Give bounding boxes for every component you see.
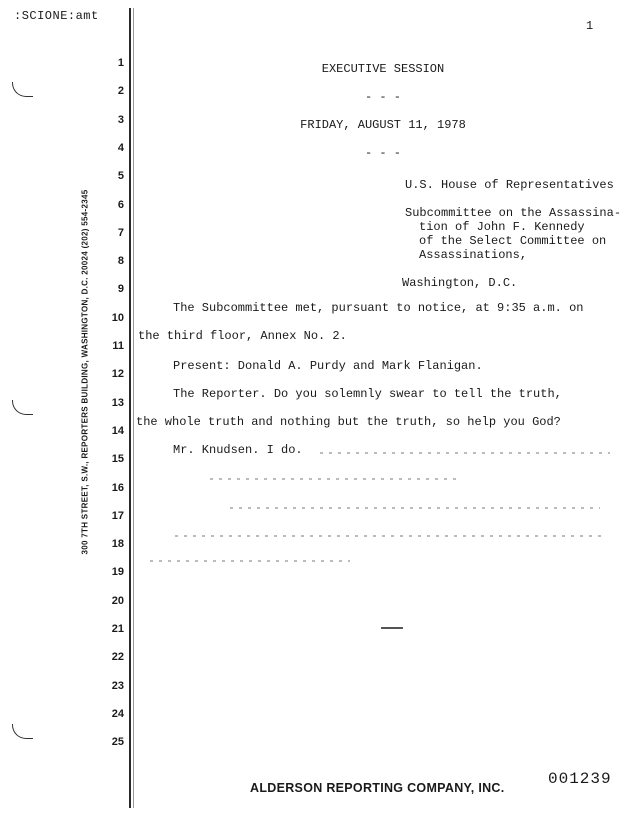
subcommittee-line: tion of John F. Kennedy: [419, 220, 585, 234]
line-number: 15: [111, 453, 124, 466]
subcommittee-line: Assassinations,: [419, 248, 528, 262]
punch-hole-mark: [12, 400, 33, 415]
line-number: 11: [112, 340, 124, 352]
line-number: 14: [111, 424, 124, 437]
present-text: Present: Donald A. Purdy and Mark Flanigan.: [173, 359, 483, 373]
oath-text: The Reporter. Do you solemnly swear to tell the truth,: [173, 387, 562, 401]
line-number: 25: [111, 736, 124, 749]
faded-text-mark: [320, 452, 610, 454]
line-number: 22: [111, 651, 124, 664]
line-number: 9: [117, 283, 124, 296]
line-number: 21: [111, 623, 124, 635]
separator: - - -: [364, 90, 401, 104]
stray-mark: [381, 627, 403, 629]
line-number: 2: [117, 85, 124, 98]
oath-text: the whole truth and nothing but the truth, so help you God?: [136, 415, 561, 429]
margin-rule-inner: [133, 8, 134, 808]
reporter-address: 300 7TH STREET, S.W., REPORTERS BUILDING, WASHINGTON, D.C. 20024 (202) 554-2345: [80, 189, 90, 555]
line-number: 5: [117, 170, 124, 183]
faded-text-mark: [150, 560, 350, 562]
session-date: FRIDAY, AUGUST 11, 1978: [300, 118, 466, 132]
faded-text-mark: [175, 535, 605, 537]
line-number: 24: [111, 707, 124, 720]
page-number: 1: [586, 19, 594, 33]
meeting-text: the third floor, Annex No. 2.: [138, 329, 347, 343]
reporting-company: ALDERSON REPORTING COMPANY, INC.: [250, 781, 505, 795]
line-number: 20: [111, 594, 124, 607]
punch-hole-mark: [12, 724, 33, 739]
line-number: 3: [117, 113, 124, 126]
line-number: 10: [111, 311, 124, 324]
subcommittee-line: of the Select Committee on: [419, 234, 607, 248]
faded-text-mark: [230, 507, 600, 509]
line-number: 16: [111, 481, 124, 494]
document-number: 001239: [548, 770, 612, 788]
session-title: EXECUTIVE SESSION: [321, 62, 445, 76]
location: Washington, D.C.: [402, 276, 518, 290]
line-number: 1: [117, 57, 124, 69]
line-number: 8: [117, 255, 124, 268]
line-number: 6: [117, 198, 124, 211]
line-number: 17: [111, 509, 124, 522]
reporter-code: :SCIONE:amt: [14, 9, 99, 23]
subcommittee-line: Subcommittee on the Assassina-: [405, 206, 622, 220]
line-number: 23: [111, 679, 124, 692]
line-number: 4: [117, 141, 124, 154]
separator: - - -: [364, 146, 401, 160]
line-number: 7: [117, 226, 124, 239]
line-number: 13: [111, 396, 124, 409]
faded-text-mark: [210, 478, 460, 480]
punch-hole-mark: [12, 82, 33, 97]
line-number: 12: [111, 368, 124, 381]
margin-rule: [129, 8, 131, 808]
meeting-text: The Subcommittee met, pursuant to notice, at 9:35 a.m. on: [173, 301, 584, 315]
answer-text: Mr. Knudsen. I do.: [173, 443, 303, 457]
house-name: U.S. House of Representatives: [405, 178, 614, 192]
line-number: 19: [111, 566, 124, 579]
line-number: 18: [111, 538, 124, 551]
